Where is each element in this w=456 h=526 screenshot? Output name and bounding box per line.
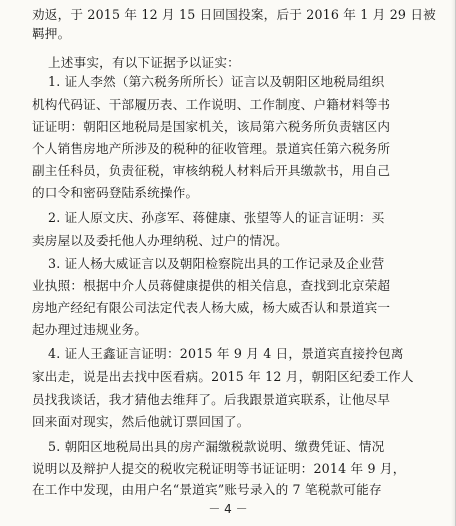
text-line: 说明以及辩护人提交的税收完税证明等书证证明：2014 年 9 月，: [32, 461, 406, 476]
text-line: 的口令和密码登陆系统操作。: [32, 185, 199, 200]
text-line: 回来面对现实，然后他就订票回国了。: [32, 414, 250, 429]
text-line: 机构代码证、干部履历表、工作说明、工作制度、户籍材料等书: [32, 97, 391, 112]
text-line: 起办理过违规业务。: [32, 322, 148, 337]
text-line: 个人销售房地产所涉及的税种的征收管理。景道宾任第六税务所: [32, 141, 391, 156]
text-line: 副主任科员，负责征税，审核纳税人材料后开具缴款书，用自己: [32, 163, 391, 178]
text-line: 4. 证人王鑫证言证明：2015 年 9 月 4 日，景道宾直接拎包离: [48, 346, 404, 361]
text-line: 在工作中发现，由用户名“景道宾”账号录入的 7 笔税款可能存: [32, 482, 382, 497]
text-line: 羁押。: [32, 26, 71, 41]
text-line: 业执照：根据中介人员蒋健康提供的相关信息，查找到北京荣超: [32, 278, 391, 293]
text-line: 证证明：朝阳区地税局是国家机关，该局第六税务所负责辖区内: [32, 119, 391, 134]
text-line: 家出走，说是出去找中医看病。2015 年 12 月，朝阳区纪委工作人: [32, 369, 414, 384]
text-line: 3. 证人杨大威证言以及朝阳检察院出具的工作记录及企业营: [48, 256, 385, 271]
text-line: 卖房屋以及委托他人办理纳税、过户的情况。: [32, 233, 288, 248]
page-number: － 4 －: [208, 502, 248, 516]
page-edge-shadow: [451, 0, 455, 526]
text-line: 员找我谈话，我才猜他去维拜了。后我跟景道宾联系，让他尽早: [32, 392, 391, 407]
text-line: 房地产经纪有限公司法定代表人杨大威，杨大威否认和景道宾一: [32, 300, 391, 315]
text-line: 1. 证人李然（第六税务所所长）证言以及朝阳区地税局组织: [48, 74, 385, 89]
text-line: 劝返，于 2015 年 12 月 15 日回国投案，后于 2016 年 1 月 29 日被: [32, 7, 436, 22]
text-line: 5. 朝阳区地税局出具的房产漏缴税款说明、缴费凭证、情况: [48, 439, 385, 454]
text-line: 2. 证人原文庆、孙彦军、蒋健康、张望等人的证言证明：买: [48, 210, 385, 225]
text-line: 上述事实，有以下证据予以证实：: [48, 55, 240, 70]
